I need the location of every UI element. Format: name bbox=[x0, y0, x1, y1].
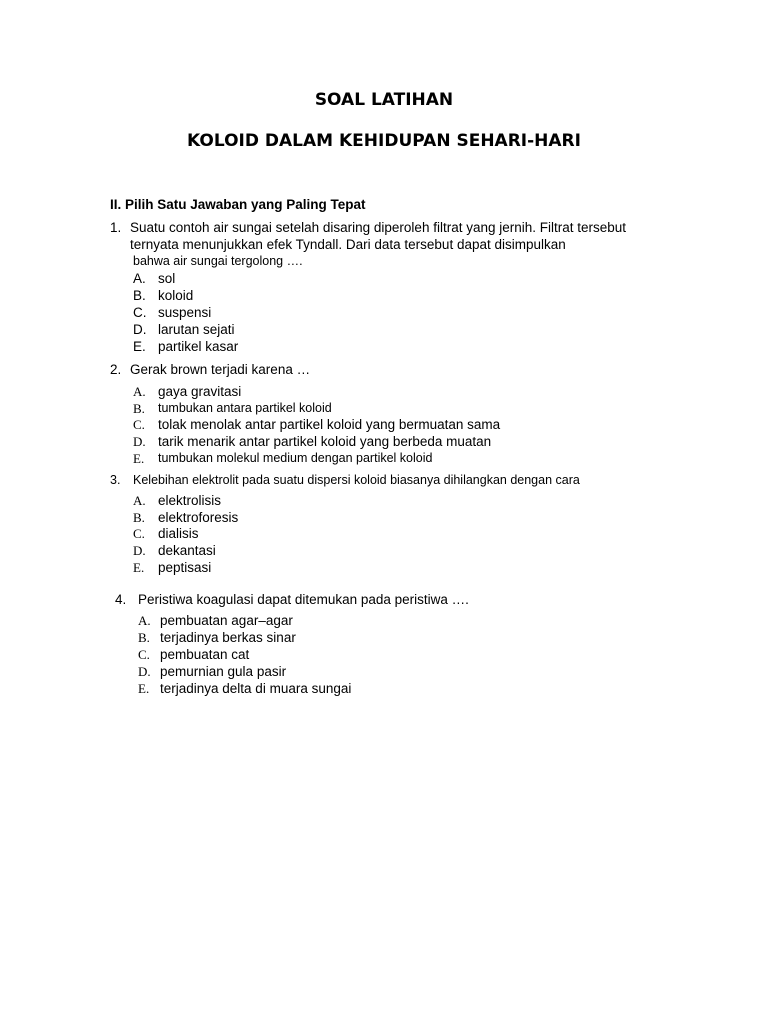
question-number: 1. bbox=[110, 220, 122, 235]
question-text-line: ternyata menunjukkan efek Tyndall. Dari data tersebut dapat disimpulkan bbox=[130, 237, 566, 252]
question-text-line: Suatu contoh air sungai setelah disaring diperoleh filtrat yang jernih. Filtrat tersebut bbox=[130, 220, 627, 235]
question-text-line: bahwa air sungai tergolong …. bbox=[133, 254, 303, 268]
question-number: 2. bbox=[110, 362, 122, 377]
question-text-line: Peristiwa koagulasi dapat ditemukan pada peristiwa …. bbox=[138, 592, 469, 607]
document-title: SOAL LATIHAN bbox=[314, 90, 454, 110]
section-heading: II. Pilih Satu Jawaban yang Paling Tepat bbox=[110, 197, 366, 212]
document-subtitle: KOLOID DALAM KEHIDUPAN SEHARI-HARI bbox=[187, 131, 581, 151]
question-number: 3. bbox=[110, 473, 121, 487]
question-text-line: Kelebihan elektrolit pada suatu dispersi koloid biasanya dihilangkan dengan cara bbox=[133, 473, 580, 487]
question-number: 4. bbox=[115, 592, 127, 607]
question-text-line: Gerak brown terjadi karena … bbox=[130, 362, 311, 377]
